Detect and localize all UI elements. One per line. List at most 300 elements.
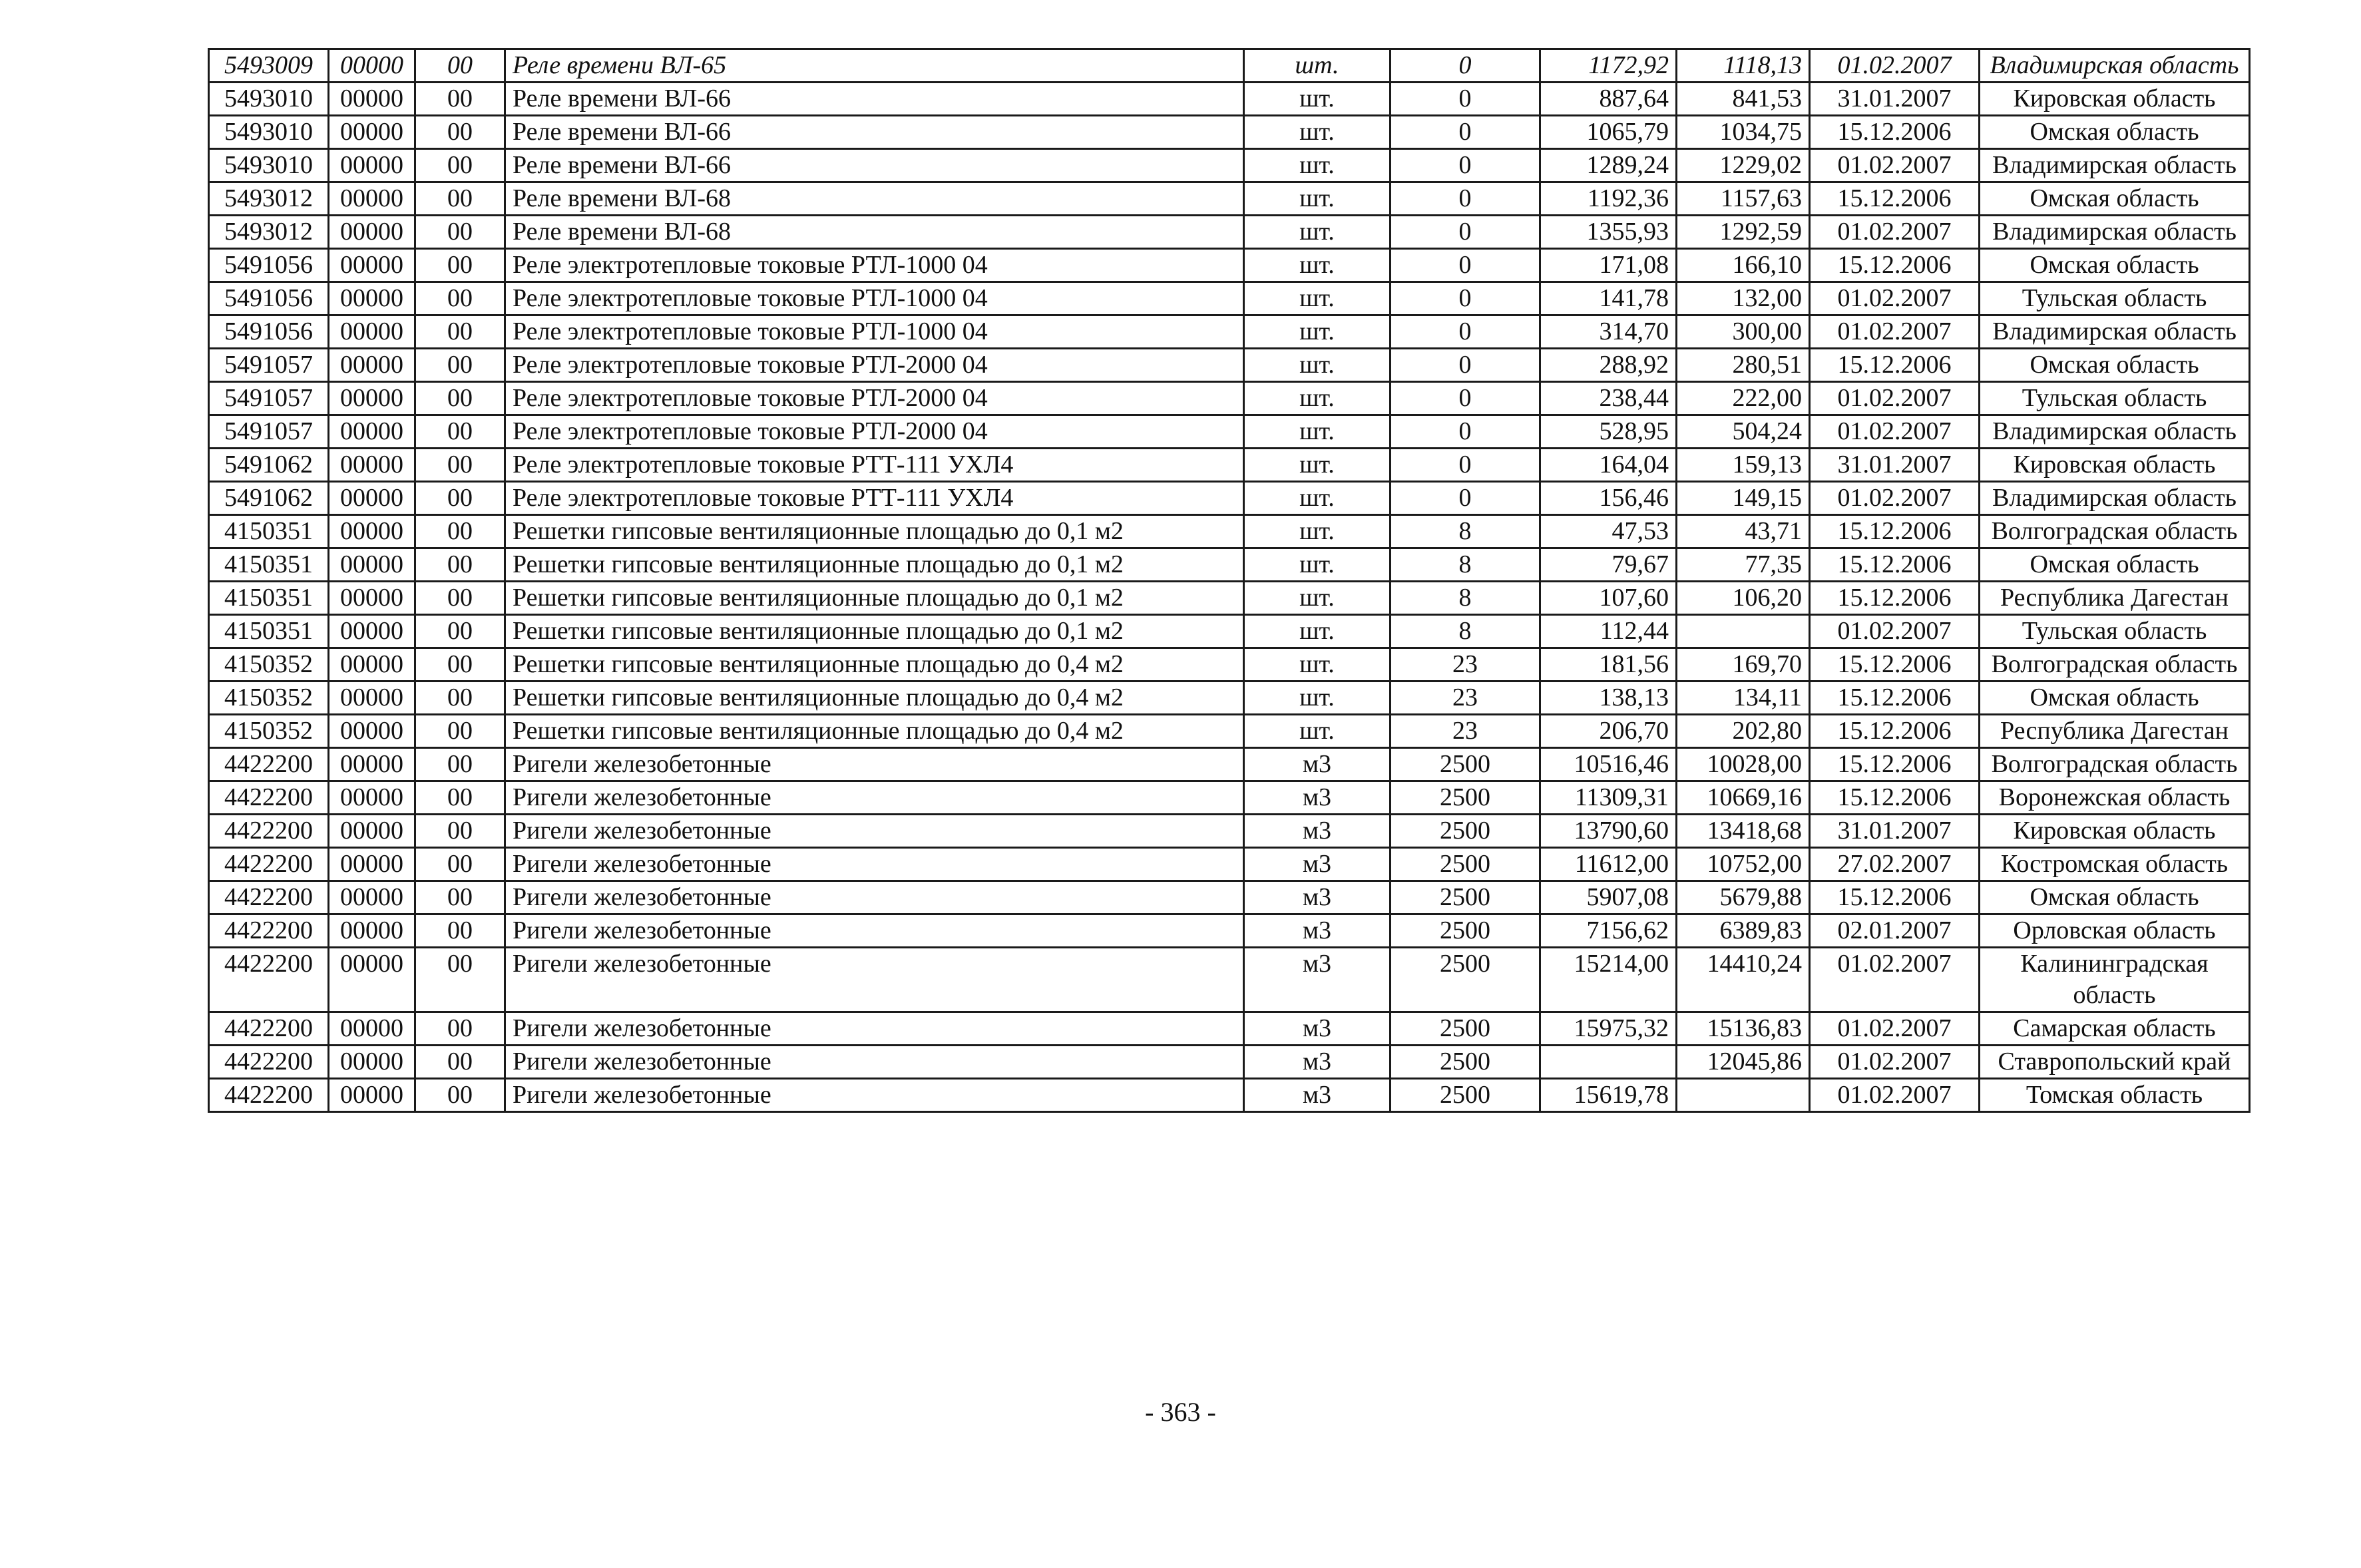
unit-cell: м3 bbox=[1244, 815, 1391, 848]
unit-cell: шт. bbox=[1244, 349, 1391, 382]
price-2-cell: 5679,88 bbox=[1677, 881, 1810, 914]
price-2-cell: 43,71 bbox=[1677, 515, 1810, 548]
price-2-cell: 77,35 bbox=[1677, 548, 1810, 582]
product-code-cell: 4422200 bbox=[209, 914, 329, 948]
price-1-cell: 181,56 bbox=[1540, 648, 1677, 682]
quantity-cell: 2500 bbox=[1391, 848, 1540, 881]
product-code-cell: 5491057 bbox=[209, 349, 329, 382]
quantity-cell: 0 bbox=[1391, 249, 1540, 282]
region-cell: Владимирская область bbox=[1980, 482, 2250, 515]
table-row bbox=[209, 182, 2250, 216]
product-code-cell: 4150352 bbox=[209, 682, 329, 715]
price-2-cell: 10028,00 bbox=[1677, 748, 1810, 781]
subcode-cell: 00000 bbox=[329, 83, 415, 116]
price-2-cell: 106,20 bbox=[1677, 582, 1810, 615]
price-1-cell: 11309,31 bbox=[1540, 781, 1677, 815]
table-row bbox=[209, 748, 2250, 781]
date-cell: 31.01.2007 bbox=[1810, 815, 1980, 848]
price-2-cell: 14410,24 bbox=[1677, 948, 1810, 1012]
product-code-cell: 5493010 bbox=[209, 149, 329, 182]
product-code-cell: 5493012 bbox=[209, 182, 329, 216]
region-cell: Омская область bbox=[1980, 682, 2250, 715]
product-code-cell: 4422200 bbox=[209, 948, 329, 1012]
region-cell: Владимирская область bbox=[1980, 49, 2250, 83]
table-body bbox=[209, 49, 2250, 1112]
product-name-cell: Ригели железобетонные bbox=[505, 914, 1244, 948]
product-name-cell: Ригели железобетонные bbox=[505, 881, 1244, 914]
version-code-cell: 00 bbox=[415, 1012, 505, 1046]
subcode-cell: 00000 bbox=[329, 349, 415, 382]
region-cell: Волгоградская область bbox=[1980, 648, 2250, 682]
version-code-cell: 00 bbox=[415, 182, 505, 216]
subcode-cell: 00000 bbox=[329, 948, 415, 1012]
unit-cell: шт. bbox=[1244, 116, 1391, 149]
date-cell: 15.12.2006 bbox=[1810, 249, 1980, 282]
table-row bbox=[209, 682, 2250, 715]
region-cell: Омская область bbox=[1980, 881, 2250, 914]
product-name-cell: Ригели железобетонные bbox=[505, 948, 1244, 1012]
table-row bbox=[209, 815, 2250, 848]
version-code-cell: 00 bbox=[415, 249, 505, 282]
unit-cell: шт. bbox=[1244, 315, 1391, 349]
version-code-cell: 00 bbox=[415, 349, 505, 382]
unit-cell: м3 bbox=[1244, 1046, 1391, 1079]
version-code-cell: 00 bbox=[415, 1046, 505, 1079]
product-name-cell: Ригели железобетонные bbox=[505, 848, 1244, 881]
product-name-cell: Реле времени ВЛ-66 bbox=[505, 149, 1244, 182]
subcode-cell: 00000 bbox=[329, 914, 415, 948]
quantity-cell: 2500 bbox=[1391, 1012, 1540, 1046]
region-cell: Волгоградская область bbox=[1980, 515, 2250, 548]
product-name-cell: Ригели железобетонные bbox=[505, 781, 1244, 815]
product-code-cell: 5491062 bbox=[209, 449, 329, 482]
version-code-cell: 00 bbox=[415, 648, 505, 682]
quantity-cell: 2500 bbox=[1391, 1079, 1540, 1112]
subcode-cell: 00000 bbox=[329, 315, 415, 349]
version-code-cell: 00 bbox=[415, 382, 505, 415]
region-cell: Республика Дагестан bbox=[1980, 582, 2250, 615]
version-code-cell: 00 bbox=[415, 815, 505, 848]
subcode-cell: 00000 bbox=[329, 1079, 415, 1112]
unit-cell: шт. bbox=[1244, 648, 1391, 682]
product-code-cell: 4150351 bbox=[209, 515, 329, 548]
product-code-cell: 4422200 bbox=[209, 1079, 329, 1112]
product-name-cell: Решетки гипсовые вентиляционные площадью до 0,4 м2 bbox=[505, 682, 1244, 715]
region-cell: Омская область bbox=[1980, 116, 2250, 149]
subcode-cell: 00000 bbox=[329, 1012, 415, 1046]
product-code-cell: 5493012 bbox=[209, 216, 329, 249]
date-cell: 01.02.2007 bbox=[1810, 482, 1980, 515]
price-2-cell: 1157,63 bbox=[1677, 182, 1810, 216]
product-code-cell: 5491056 bbox=[209, 315, 329, 349]
table-row bbox=[209, 948, 2250, 1012]
price-1-cell: 13790,60 bbox=[1540, 815, 1677, 848]
product-name-cell: Решетки гипсовые вентиляционные площадью до 0,1 м2 bbox=[505, 615, 1244, 648]
date-cell: 15.12.2006 bbox=[1810, 116, 1980, 149]
quantity-cell: 0 bbox=[1391, 83, 1540, 116]
date-cell: 01.02.2007 bbox=[1810, 1046, 1980, 1079]
table-row bbox=[209, 548, 2250, 582]
subcode-cell: 00000 bbox=[329, 515, 415, 548]
version-code-cell: 00 bbox=[415, 116, 505, 149]
price-2-cell: 159,13 bbox=[1677, 449, 1810, 482]
price-1-cell: 171,08 bbox=[1540, 249, 1677, 282]
version-code-cell: 00 bbox=[415, 848, 505, 881]
version-code-cell: 00 bbox=[415, 149, 505, 182]
date-cell: 01.02.2007 bbox=[1810, 415, 1980, 449]
price-1-cell: 112,44 bbox=[1540, 615, 1677, 648]
product-name-cell: Реле электротепловые токовые РТЛ-1000 04 bbox=[505, 282, 1244, 315]
product-code-cell: 5493010 bbox=[209, 83, 329, 116]
product-code-cell: 5491056 bbox=[209, 282, 329, 315]
product-code-cell: 4422200 bbox=[209, 881, 329, 914]
date-cell: 15.12.2006 bbox=[1810, 182, 1980, 216]
table-row bbox=[209, 515, 2250, 548]
price-2-cell: 202,80 bbox=[1677, 715, 1810, 748]
date-cell: 15.12.2006 bbox=[1810, 748, 1980, 781]
version-code-cell: 00 bbox=[415, 682, 505, 715]
quantity-cell: 23 bbox=[1391, 648, 1540, 682]
subcode-cell: 00000 bbox=[329, 216, 415, 249]
region-cell: Самарская область bbox=[1980, 1012, 2250, 1046]
subcode-cell: 00000 bbox=[329, 848, 415, 881]
price-2-cell: 15136,83 bbox=[1677, 1012, 1810, 1046]
unit-cell: шт. bbox=[1244, 515, 1391, 548]
region-cell: Республика Дагестан bbox=[1980, 715, 2250, 748]
date-cell: 27.02.2007 bbox=[1810, 848, 1980, 881]
table-row bbox=[209, 1079, 2250, 1112]
table-row bbox=[209, 382, 2250, 415]
price-1-cell: 15619,78 bbox=[1540, 1079, 1677, 1112]
table-row bbox=[209, 881, 2250, 914]
quantity-cell: 2500 bbox=[1391, 948, 1540, 1012]
region-cell: Волгоградская область bbox=[1980, 748, 2250, 781]
unit-cell: шт. bbox=[1244, 682, 1391, 715]
quantity-cell: 0 bbox=[1391, 315, 1540, 349]
unit-cell: шт. bbox=[1244, 382, 1391, 415]
product-name-cell: Решетки гипсовые вентиляционные площадью до 0,4 м2 bbox=[505, 715, 1244, 748]
table-row bbox=[209, 482, 2250, 515]
version-code-cell: 00 bbox=[415, 781, 505, 815]
price-2-cell: 166,10 bbox=[1677, 249, 1810, 282]
price-2-cell: 1034,75 bbox=[1677, 116, 1810, 149]
table-row bbox=[209, 149, 2250, 182]
product-code-cell: 4422200 bbox=[209, 1012, 329, 1046]
quantity-cell: 23 bbox=[1391, 715, 1540, 748]
price-2-cell: 504,24 bbox=[1677, 415, 1810, 449]
table-row bbox=[209, 1012, 2250, 1046]
date-cell: 01.02.2007 bbox=[1810, 382, 1980, 415]
region-cell: Тульская область bbox=[1980, 282, 2250, 315]
unit-cell: м3 bbox=[1244, 781, 1391, 815]
price-2-cell: 132,00 bbox=[1677, 282, 1810, 315]
product-name-cell: Реле электротепловые токовые РТЛ-1000 04 bbox=[505, 249, 1244, 282]
subcode-cell: 00000 bbox=[329, 149, 415, 182]
unit-cell: шт. bbox=[1244, 249, 1391, 282]
table-row bbox=[209, 781, 2250, 815]
unit-cell: шт. bbox=[1244, 449, 1391, 482]
region-cell: Владимирская область bbox=[1980, 149, 2250, 182]
unit-cell: м3 bbox=[1244, 1012, 1391, 1046]
quantity-cell: 2500 bbox=[1391, 748, 1540, 781]
price-1-cell: 10516,46 bbox=[1540, 748, 1677, 781]
date-cell: 15.12.2006 bbox=[1810, 781, 1980, 815]
table-row bbox=[209, 83, 2250, 116]
unit-cell: шт. bbox=[1244, 415, 1391, 449]
region-cell: Омская область bbox=[1980, 548, 2250, 582]
subcode-cell: 00000 bbox=[329, 682, 415, 715]
unit-cell: м3 bbox=[1244, 848, 1391, 881]
date-cell: 15.12.2006 bbox=[1810, 648, 1980, 682]
price-1-cell: 11612,00 bbox=[1540, 848, 1677, 881]
table-row bbox=[209, 415, 2250, 449]
version-code-cell: 00 bbox=[415, 582, 505, 615]
product-code-cell: 4150352 bbox=[209, 715, 329, 748]
product-code-cell: 4150352 bbox=[209, 648, 329, 682]
version-code-cell: 00 bbox=[415, 449, 505, 482]
unit-cell: шт. bbox=[1244, 548, 1391, 582]
price-2-cell bbox=[1677, 1079, 1810, 1112]
unit-cell: шт. bbox=[1244, 49, 1391, 83]
subcode-cell: 00000 bbox=[329, 482, 415, 515]
date-cell: 15.12.2006 bbox=[1810, 349, 1980, 382]
price-2-cell: 1292,59 bbox=[1677, 216, 1810, 249]
product-name-cell: Решетки гипсовые вентиляционные площадью до 0,1 м2 bbox=[505, 515, 1244, 548]
date-cell: 15.12.2006 bbox=[1810, 881, 1980, 914]
version-code-cell: 00 bbox=[415, 482, 505, 515]
quantity-cell: 2500 bbox=[1391, 881, 1540, 914]
price-1-cell: 141,78 bbox=[1540, 282, 1677, 315]
version-code-cell: 00 bbox=[415, 948, 505, 1012]
price-1-cell: 528,95 bbox=[1540, 415, 1677, 449]
date-cell: 01.02.2007 bbox=[1810, 1012, 1980, 1046]
price-2-cell: 222,00 bbox=[1677, 382, 1810, 415]
version-code-cell: 00 bbox=[415, 1079, 505, 1112]
product-name-cell: Реле времени ВЛ-68 bbox=[505, 216, 1244, 249]
unit-cell: м3 bbox=[1244, 1079, 1391, 1112]
quantity-cell: 2500 bbox=[1391, 815, 1540, 848]
date-cell: 31.01.2007 bbox=[1810, 83, 1980, 116]
version-code-cell: 00 bbox=[415, 415, 505, 449]
quantity-cell: 0 bbox=[1391, 449, 1540, 482]
subcode-cell: 00000 bbox=[329, 449, 415, 482]
region-cell: Томская область bbox=[1980, 1079, 2250, 1112]
region-cell: Тульская область bbox=[1980, 615, 2250, 648]
subcode-cell: 00000 bbox=[329, 781, 415, 815]
product-name-cell: Реле времени ВЛ-65 bbox=[505, 49, 1244, 83]
region-cell: Кировская область bbox=[1980, 815, 2250, 848]
product-code-cell: 5491062 bbox=[209, 482, 329, 515]
price-2-cell: 280,51 bbox=[1677, 349, 1810, 382]
price-1-cell: 1355,93 bbox=[1540, 216, 1677, 249]
price-2-cell: 13418,68 bbox=[1677, 815, 1810, 848]
product-code-cell: 4150351 bbox=[209, 582, 329, 615]
date-cell: 01.02.2007 bbox=[1810, 948, 1980, 1012]
quantity-cell: 8 bbox=[1391, 548, 1540, 582]
table-row bbox=[209, 349, 2250, 382]
version-code-cell: 00 bbox=[415, 548, 505, 582]
version-code-cell: 00 bbox=[415, 748, 505, 781]
price-1-cell: 1192,36 bbox=[1540, 182, 1677, 216]
version-code-cell: 00 bbox=[415, 615, 505, 648]
product-code-cell: 4422200 bbox=[209, 1046, 329, 1079]
product-name-cell: Реле электротепловые токовые РТЛ-1000 04 bbox=[505, 315, 1244, 349]
price-1-cell: 107,60 bbox=[1540, 582, 1677, 615]
price-2-cell: 300,00 bbox=[1677, 315, 1810, 349]
quantity-cell: 0 bbox=[1391, 182, 1540, 216]
price-1-cell: 238,44 bbox=[1540, 382, 1677, 415]
price-1-cell: 1172,92 bbox=[1540, 49, 1677, 83]
region-cell: Владимирская область bbox=[1980, 315, 2250, 349]
price-1-cell: 15214,00 bbox=[1540, 948, 1677, 1012]
product-name-cell: Решетки гипсовые вентиляционные площадью до 0,1 м2 bbox=[505, 582, 1244, 615]
date-cell: 15.12.2006 bbox=[1810, 582, 1980, 615]
date-cell: 02.01.2007 bbox=[1810, 914, 1980, 948]
region-cell: Омская область bbox=[1980, 349, 2250, 382]
price-1-cell: 15975,32 bbox=[1540, 1012, 1677, 1046]
subcode-cell: 00000 bbox=[329, 1046, 415, 1079]
product-code-cell: 4150351 bbox=[209, 615, 329, 648]
version-code-cell: 00 bbox=[415, 315, 505, 349]
subcode-cell: 00000 bbox=[329, 282, 415, 315]
version-code-cell: 00 bbox=[415, 914, 505, 948]
unit-cell: шт. bbox=[1244, 582, 1391, 615]
table-row bbox=[209, 615, 2250, 648]
price-1-cell: 5907,08 bbox=[1540, 881, 1677, 914]
unit-cell: шт. bbox=[1244, 182, 1391, 216]
subcode-cell: 00000 bbox=[329, 615, 415, 648]
price-2-cell: 10752,00 bbox=[1677, 848, 1810, 881]
product-name-cell: Ригели железобетонные bbox=[505, 815, 1244, 848]
date-cell: 15.12.2006 bbox=[1810, 715, 1980, 748]
subcode-cell: 00000 bbox=[329, 249, 415, 282]
version-code-cell: 00 bbox=[415, 216, 505, 249]
product-name-cell: Ригели железобетонные bbox=[505, 1046, 1244, 1079]
table-row bbox=[209, 848, 2250, 881]
price-1-cell: 79,67 bbox=[1540, 548, 1677, 582]
product-name-cell: Реле электротепловые токовые РТЛ-2000 04 bbox=[505, 349, 1244, 382]
table-row bbox=[209, 449, 2250, 482]
table-row bbox=[209, 315, 2250, 349]
subcode-cell: 00000 bbox=[329, 748, 415, 781]
price-2-cell: 12045,86 bbox=[1677, 1046, 1810, 1079]
product-code-cell: 5491057 bbox=[209, 415, 329, 449]
subcode-cell: 00000 bbox=[329, 382, 415, 415]
version-code-cell: 00 bbox=[415, 515, 505, 548]
price-2-cell: 134,11 bbox=[1677, 682, 1810, 715]
unit-cell: шт. bbox=[1244, 216, 1391, 249]
product-name-cell: Ригели железобетонные bbox=[505, 1079, 1244, 1112]
price-1-cell: 314,70 bbox=[1540, 315, 1677, 349]
region-cell: Воронежская область bbox=[1980, 781, 2250, 815]
quantity-cell: 0 bbox=[1391, 149, 1540, 182]
table-row bbox=[209, 1046, 2250, 1079]
version-code-cell: 00 bbox=[415, 83, 505, 116]
subcode-cell: 00000 bbox=[329, 582, 415, 615]
price-1-cell: 288,92 bbox=[1540, 349, 1677, 382]
version-code-cell: 00 bbox=[415, 282, 505, 315]
quantity-cell: 8 bbox=[1391, 515, 1540, 548]
product-name-cell: Решетки гипсовые вентиляционные площадью до 0,4 м2 bbox=[505, 648, 1244, 682]
quantity-cell: 0 bbox=[1391, 282, 1540, 315]
price-2-cell: 10669,16 bbox=[1677, 781, 1810, 815]
subcode-cell: 00000 bbox=[329, 49, 415, 83]
unit-cell: шт. bbox=[1244, 615, 1391, 648]
table-row bbox=[209, 116, 2250, 149]
product-name-cell: Реле времени ВЛ-66 bbox=[505, 116, 1244, 149]
product-name-cell: Реле электротепловые токовые РТТ-111 УХЛ4 bbox=[505, 482, 1244, 515]
region-cell: Калининградская область bbox=[1980, 948, 2250, 1012]
product-name-cell: Реле электротепловые токовые РТЛ-2000 04 bbox=[505, 382, 1244, 415]
date-cell: 01.02.2007 bbox=[1810, 49, 1980, 83]
quantity-cell: 2500 bbox=[1391, 1046, 1540, 1079]
date-cell: 01.02.2007 bbox=[1810, 149, 1980, 182]
subcode-cell: 00000 bbox=[329, 815, 415, 848]
page-number: - 363 - bbox=[1145, 1397, 1216, 1427]
product-code-cell: 5491057 bbox=[209, 382, 329, 415]
price-1-cell: 138,13 bbox=[1540, 682, 1677, 715]
price-1-cell: 206,70 bbox=[1540, 715, 1677, 748]
date-cell: 01.02.2007 bbox=[1810, 615, 1980, 648]
region-cell: Владимирская область bbox=[1980, 216, 2250, 249]
quantity-cell: 0 bbox=[1391, 216, 1540, 249]
quantity-cell: 0 bbox=[1391, 482, 1540, 515]
region-cell: Омская область bbox=[1980, 182, 2250, 216]
price-1-cell: 1065,79 bbox=[1540, 116, 1677, 149]
version-code-cell: 00 bbox=[415, 715, 505, 748]
date-cell: 01.02.2007 bbox=[1810, 282, 1980, 315]
quantity-cell: 8 bbox=[1391, 582, 1540, 615]
version-code-cell: 00 bbox=[415, 49, 505, 83]
subcode-cell: 00000 bbox=[329, 548, 415, 582]
table-row bbox=[209, 282, 2250, 315]
price-1-cell: 7156,62 bbox=[1540, 914, 1677, 948]
region-cell: Омская область bbox=[1980, 249, 2250, 282]
quantity-cell: 2500 bbox=[1391, 914, 1540, 948]
price-1-cell: 156,46 bbox=[1540, 482, 1677, 515]
subcode-cell: 00000 bbox=[329, 881, 415, 914]
product-name-cell: Реле электротепловые токовые РТЛ-2000 04 bbox=[505, 415, 1244, 449]
price-2-cell: 1118,13 bbox=[1677, 49, 1810, 83]
subcode-cell: 00000 bbox=[329, 415, 415, 449]
price-2-cell: 6389,83 bbox=[1677, 914, 1810, 948]
price-2-cell: 169,70 bbox=[1677, 648, 1810, 682]
table-row bbox=[209, 582, 2250, 615]
price-2-cell: 149,15 bbox=[1677, 482, 1810, 515]
table-row bbox=[209, 49, 2250, 83]
quantity-cell: 0 bbox=[1391, 49, 1540, 83]
subcode-cell: 00000 bbox=[329, 648, 415, 682]
price-1-cell: 1289,24 bbox=[1540, 149, 1677, 182]
unit-cell: шт. bbox=[1244, 282, 1391, 315]
product-name-cell: Реле времени ВЛ-68 bbox=[505, 182, 1244, 216]
product-code-cell: 4150351 bbox=[209, 548, 329, 582]
unit-cell: шт. bbox=[1244, 83, 1391, 116]
product-name-cell: Ригели железобетонные bbox=[505, 1012, 1244, 1046]
region-cell: Орловская область bbox=[1980, 914, 2250, 948]
quantity-cell: 23 bbox=[1391, 682, 1540, 715]
product-name-cell: Ригели железобетонные bbox=[505, 748, 1244, 781]
price-1-cell: 47,53 bbox=[1540, 515, 1677, 548]
price-1-cell: 887,64 bbox=[1540, 83, 1677, 116]
region-cell: Ставропольский край bbox=[1980, 1046, 2250, 1079]
region-cell: Кировская область bbox=[1980, 83, 2250, 116]
subcode-cell: 00000 bbox=[329, 715, 415, 748]
product-code-cell: 5493009 bbox=[209, 49, 329, 83]
region-cell: Кировская область bbox=[1980, 449, 2250, 482]
quantity-cell: 0 bbox=[1391, 349, 1540, 382]
product-code-cell: 5493010 bbox=[209, 116, 329, 149]
